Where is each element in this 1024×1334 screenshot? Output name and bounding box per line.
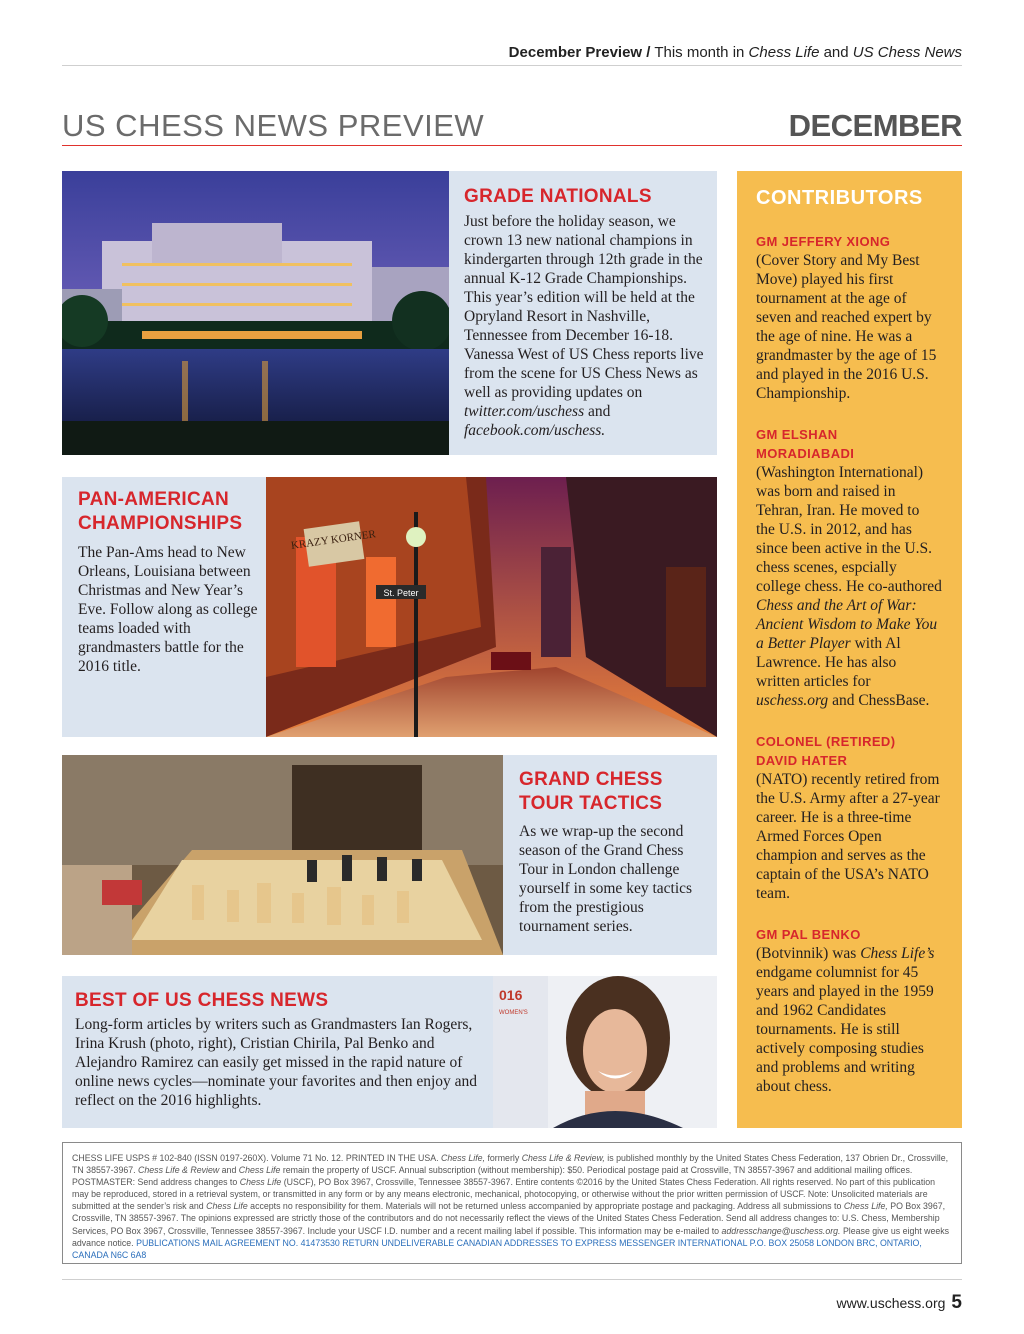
- bio-text: (Botvinnik) was: [756, 945, 857, 962]
- opryland-resort-photo: [62, 171, 449, 455]
- running-head-text: This month in: [654, 44, 745, 61]
- contributor-xiong: [756, 232, 942, 403]
- running-head-and: and: [823, 44, 849, 61]
- fp-t4: and: [221, 1165, 237, 1176]
- fp-t6: (USCF), PO Box 3967, Crossville, Tennessee 38557-3967. Entire contents ©2016 by the United States Chess Federation. All rights reserved. No part of this publication may be reproduced, stored in a retrieval system, or transmitted in any form or by any means electronic, mechanical, photocopying, or otherwise without the prior written permission of USCF. Note: Unsolicited materials are submitted at the sender’s risk and: [72, 1177, 936, 1212]
- page-title: US CHESS NEWS PREVIEW: [62, 108, 485, 143]
- contributor-hater: [756, 732, 942, 903]
- grand-chess-tour-body: As we wrap-up the second season of the Grand Chess Tour in London challenge yourself in some key tactics from the prestigious tournament series.: [519, 823, 693, 935]
- title-rule: [62, 145, 962, 146]
- publication-fine-print: [62, 1142, 962, 1264]
- irina-krush-photo: [493, 976, 717, 1128]
- fp-email[interactable]: addresschange@uschess.org.: [721, 1225, 841, 1236]
- running-head-section: December Preview /: [508, 44, 651, 61]
- bio-text-2: with Al Lawrence. He has also written articles for: [756, 635, 901, 690]
- contributor-bio: (NATO) recently retired from the U.S. Army after a 27-year career. He is a three-time Armed Forces Open champion and serves as the captain of the USA’s NATO team.: [756, 771, 940, 902]
- fp-i2: Chess Life & Review,: [521, 1153, 605, 1163]
- book-title: Chess and the Art of War: Ancient Wisdom to Make You a Better Player: [756, 597, 938, 652]
- chess-board-photo: [62, 755, 503, 955]
- pan-american-heading-2: CHAMPIONSHIPS: [78, 513, 243, 534]
- grade-nationals-body-text: Just before the holiday season, we crown 13 new national champions in kindergarten through 12th grade in the annual K-12 Grade Championships. This year’s edition will be held at the Opryland Resort in Nashville, Tennessee from December 16-18. Vanessa West of US Chess reports live from the scene for US Chess News as well as providing updates on: [464, 213, 704, 401]
- grand-chess-tour-heading-1: GRAND CHESS: [519, 769, 663, 790]
- billboard-text: KRAZY KORNER: [290, 528, 377, 552]
- fp-t3: is published monthly by the United States Chess Federation, 137 Obrien Dr., Crossville, TN 38557-3967.: [72, 1153, 949, 1176]
- uschess-site: uschess.org: [756, 692, 829, 709]
- fp-i5: Chess Life: [239, 1177, 282, 1188]
- fp-canada-notice: PUBLICATIONS MAIL AGREEMENT NO. 41473530 RETURN UNDELIVERABLE CANADIAN ADDRESSES TO EXPRESS MESSENGER INTERNATIONAL P.O. BOX 25058 LONDON BRC, ONTARIO, CANADA N6C 6A8: [72, 1237, 922, 1260]
- month-label: DECEMBER: [788, 108, 962, 143]
- bio-text-2: endgame columnist for 45 years and played in the 1959 and 1962 Candidates tournaments. He is still actively composing studies and problems and writing about chess.: [756, 964, 934, 1095]
- fp-i3: Chess Life & Review: [138, 1165, 220, 1176]
- top-rule: [62, 65, 962, 66]
- grade-nationals-body: [464, 212, 704, 440]
- fp-t9: Please give us eight weeks advance notice.: [72, 1225, 950, 1248]
- backdrop-caption-text: WOMEN'S: [499, 1010, 528, 1016]
- contributor-name-line-2: MORADIABADI: [756, 446, 855, 461]
- contributor-benko: [756, 925, 942, 1096]
- page-number: 5: [951, 1292, 962, 1313]
- contributor-bio: [756, 944, 942, 1096]
- bio-text-3: and ChessBase.: [832, 692, 930, 709]
- pan-american-text: [78, 488, 258, 676]
- grade-and: and: [588, 403, 611, 420]
- fp-i4: Chess Life: [238, 1165, 281, 1176]
- page-footer: [836, 1292, 962, 1314]
- contributor-name: GM PAL BENKO: [756, 927, 861, 942]
- magazine-name: Chess Life’s: [860, 945, 935, 962]
- grade-nationals-text: [464, 185, 704, 440]
- contributor-name: GM JEFFERY XIONG: [756, 234, 891, 249]
- running-head: [509, 44, 962, 61]
- best-of-heading: BEST OF US CHESS NEWS: [75, 990, 329, 1011]
- backdrop-logo-text: 016: [499, 987, 523, 1003]
- fp-i6: Chess Life: [206, 1201, 248, 1212]
- grand-chess-tour-text: [519, 768, 704, 936]
- running-head-news: US Chess News: [852, 44, 962, 61]
- contributor-name-line-1: GM ELSHAN: [756, 427, 838, 442]
- grade-nationals-heading: GRADE NATIONALS: [464, 186, 652, 207]
- grand-chess-tour-heading-2: TOUR TACTICS: [519, 793, 663, 814]
- contributor-name-line-1: COLONEL (RETIRED): [756, 734, 896, 749]
- bottom-rule: [62, 1279, 962, 1280]
- pan-american-heading-1: PAN-AMERICAN: [78, 489, 230, 510]
- contributor-name-line-2: DAVID HATER: [756, 753, 848, 768]
- new-orleans-street-photo: [266, 477, 717, 737]
- contributor-bio: (Cover Story and My Best Move) played his first tournament at the age of seven and reached expert by the age of nine. He was a grandmaster by the age of 15 and played in the 2016 U.S. Championship.: [756, 252, 937, 402]
- best-of-body: Long-form articles by writers such as Grandmasters Ian Rogers, Irina Krush (photo, right), Cristian Chirila, Pal Benko and Alejandro Ramirez can easily get missed in the rapid nature of online news cycles—nominate your favorites and then enjoy and reflect on the 2016 highlights.: [75, 1016, 478, 1109]
- facebook-link[interactable]: facebook.com/uschess.: [464, 422, 606, 439]
- contributor-bio: [756, 463, 942, 710]
- street-sign-text: St. Peter: [383, 588, 419, 598]
- fp-t7: accepts no responsibility for them. Materials will not be returned unless accompanied by appropriate postage and packaging. Address all submissions to: [250, 1201, 842, 1212]
- running-head-magazine: Chess Life: [748, 44, 820, 61]
- fp-t5: remain the property of USCF. Annual subscription (without membership): $50. Periodical postage paid at Crossville, TN 38557-3967 and additional mailing offices. POSTMASTER: Send address changes to: [72, 1165, 913, 1188]
- twitter-link[interactable]: twitter.com/uschess: [464, 403, 585, 420]
- contributors-sidebar: [737, 171, 962, 1128]
- fp-t1: CHESS LIFE USPS # 102-840 (ISSN 0197-260X). Volume 71 No. 12. PRINTED IN THE USA.: [72, 1153, 439, 1163]
- contributor-moradiabadi: [756, 425, 942, 710]
- pan-american-body: The Pan-Ams head to New Orleans, Louisiana between Christmas and New Year’s Eve. Follow along as college teams loaded with grandmasters battle for the 2016 title.: [78, 544, 258, 675]
- bio-text: (Washington International) was born and raised in Tehran, Iran. He moved to the U.S. in 2012, and has since been active in the U.S. chess scenes, espcially college chess. He co-authored: [756, 464, 942, 595]
- fp-t8: PO Box 3967, Crossville, TN 38557-3967. The opinions expressed are strictly those of the contributors and do not necessarily reflect the views of the United States Chess Federation. Send all address changes to: U.S. Chess, Membership Services, PO Box 3967, Crossville, Tennessee 38557-3967. Include your USCF I.D. number and a recent mailing label if possible. This information may be e-mailed to: [72, 1201, 946, 1236]
- contributors-heading: CONTRIBUTORS: [756, 187, 923, 209]
- footer-url[interactable]: www.uschess.org: [836, 1295, 946, 1311]
- fp-i7: Chess Life,: [843, 1201, 888, 1212]
- best-of-text: [75, 989, 480, 1110]
- fp-t2: formerly: [487, 1153, 520, 1163]
- fp-i1: Chess Life,: [440, 1153, 485, 1163]
